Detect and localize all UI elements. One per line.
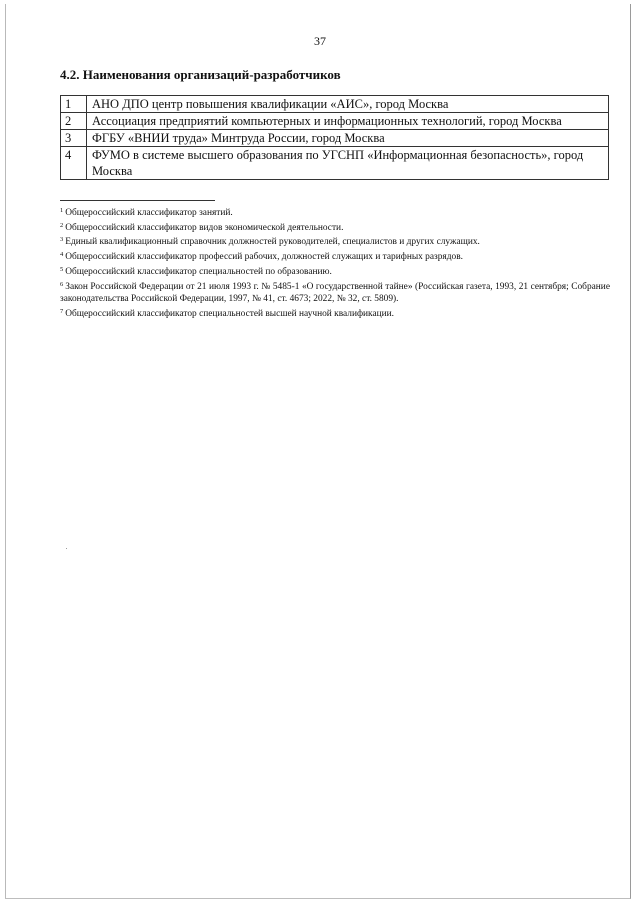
section-title: 4.2. Наименования организаций-разработчиков [60, 67, 341, 82]
footnote-text: Закон Российской Федерации от 21 июля 1993 г. № 5485-1 «О государственной тайне» (Российская газета, 1993, 21 сентября; Собрание законодательства Российской Федерации, 1997, № 41, ст. 4673; 2022, № 32, ст. 5809). [60, 281, 610, 305]
organization-name: ФГБУ «ВНИИ труда» Минтруда России, город Москва [87, 130, 609, 147]
row-number: 4 [61, 147, 87, 180]
footnote-mark: 3 [60, 236, 64, 244]
page-number: 37 [314, 34, 326, 48]
footnote [60, 249, 610, 264]
table-row [61, 130, 609, 147]
footnote-mark: 7 [60, 307, 64, 315]
footnote-text: Единый квалификационный справочник должностей руководителей, специалистов и других служащих. [65, 237, 480, 248]
table-row [61, 147, 609, 180]
footnote-mark: 2 [60, 221, 64, 229]
footnote [60, 279, 610, 306]
footnote-text: Общероссийский классификатор видов экономической деятельности. [65, 222, 344, 233]
footnote-separator [60, 200, 215, 201]
footnote-mark: 1 [60, 207, 64, 214]
footnote-text: Общероссийский классификатор специальностей высшей научной квалификации. [65, 308, 395, 319]
footnote-mark: 5 [60, 265, 64, 273]
footnotes [60, 205, 610, 321]
footnote [60, 264, 610, 279]
organization-name: Ассоциация предприятий компьютерных и информационных технологий, город Москва [87, 113, 609, 130]
footnote-mark: 6 [60, 280, 64, 288]
footnote [60, 234, 610, 249]
footnote-mark: 4 [60, 251, 64, 259]
footnote-text: Общероссийский классификатор занятий. [65, 208, 233, 218]
row-number: 3 [61, 130, 87, 147]
row-number: 2 [61, 113, 87, 130]
scan-speck [66, 548, 67, 549]
organization-name: ФУМО в системе высшего образования по УГСНП «Информационная безопасность», город Москва [87, 147, 609, 180]
table-row [61, 96, 609, 113]
footnote [60, 205, 610, 220]
footnote [60, 220, 610, 235]
footnote [60, 306, 610, 321]
organizations-table [60, 95, 609, 180]
footnote-text: Общероссийский классификатор профессий рабочих, должностей служащих и тарифных разрядов. [65, 252, 463, 263]
row-number: 1 [61, 96, 87, 113]
table-row [61, 113, 609, 130]
organization-name: АНО ДПО центр повышения квалификации «АИС», город Москва [87, 96, 609, 113]
footnote-text: Общероссийский классификатор специальностей по образованию. [65, 266, 332, 277]
